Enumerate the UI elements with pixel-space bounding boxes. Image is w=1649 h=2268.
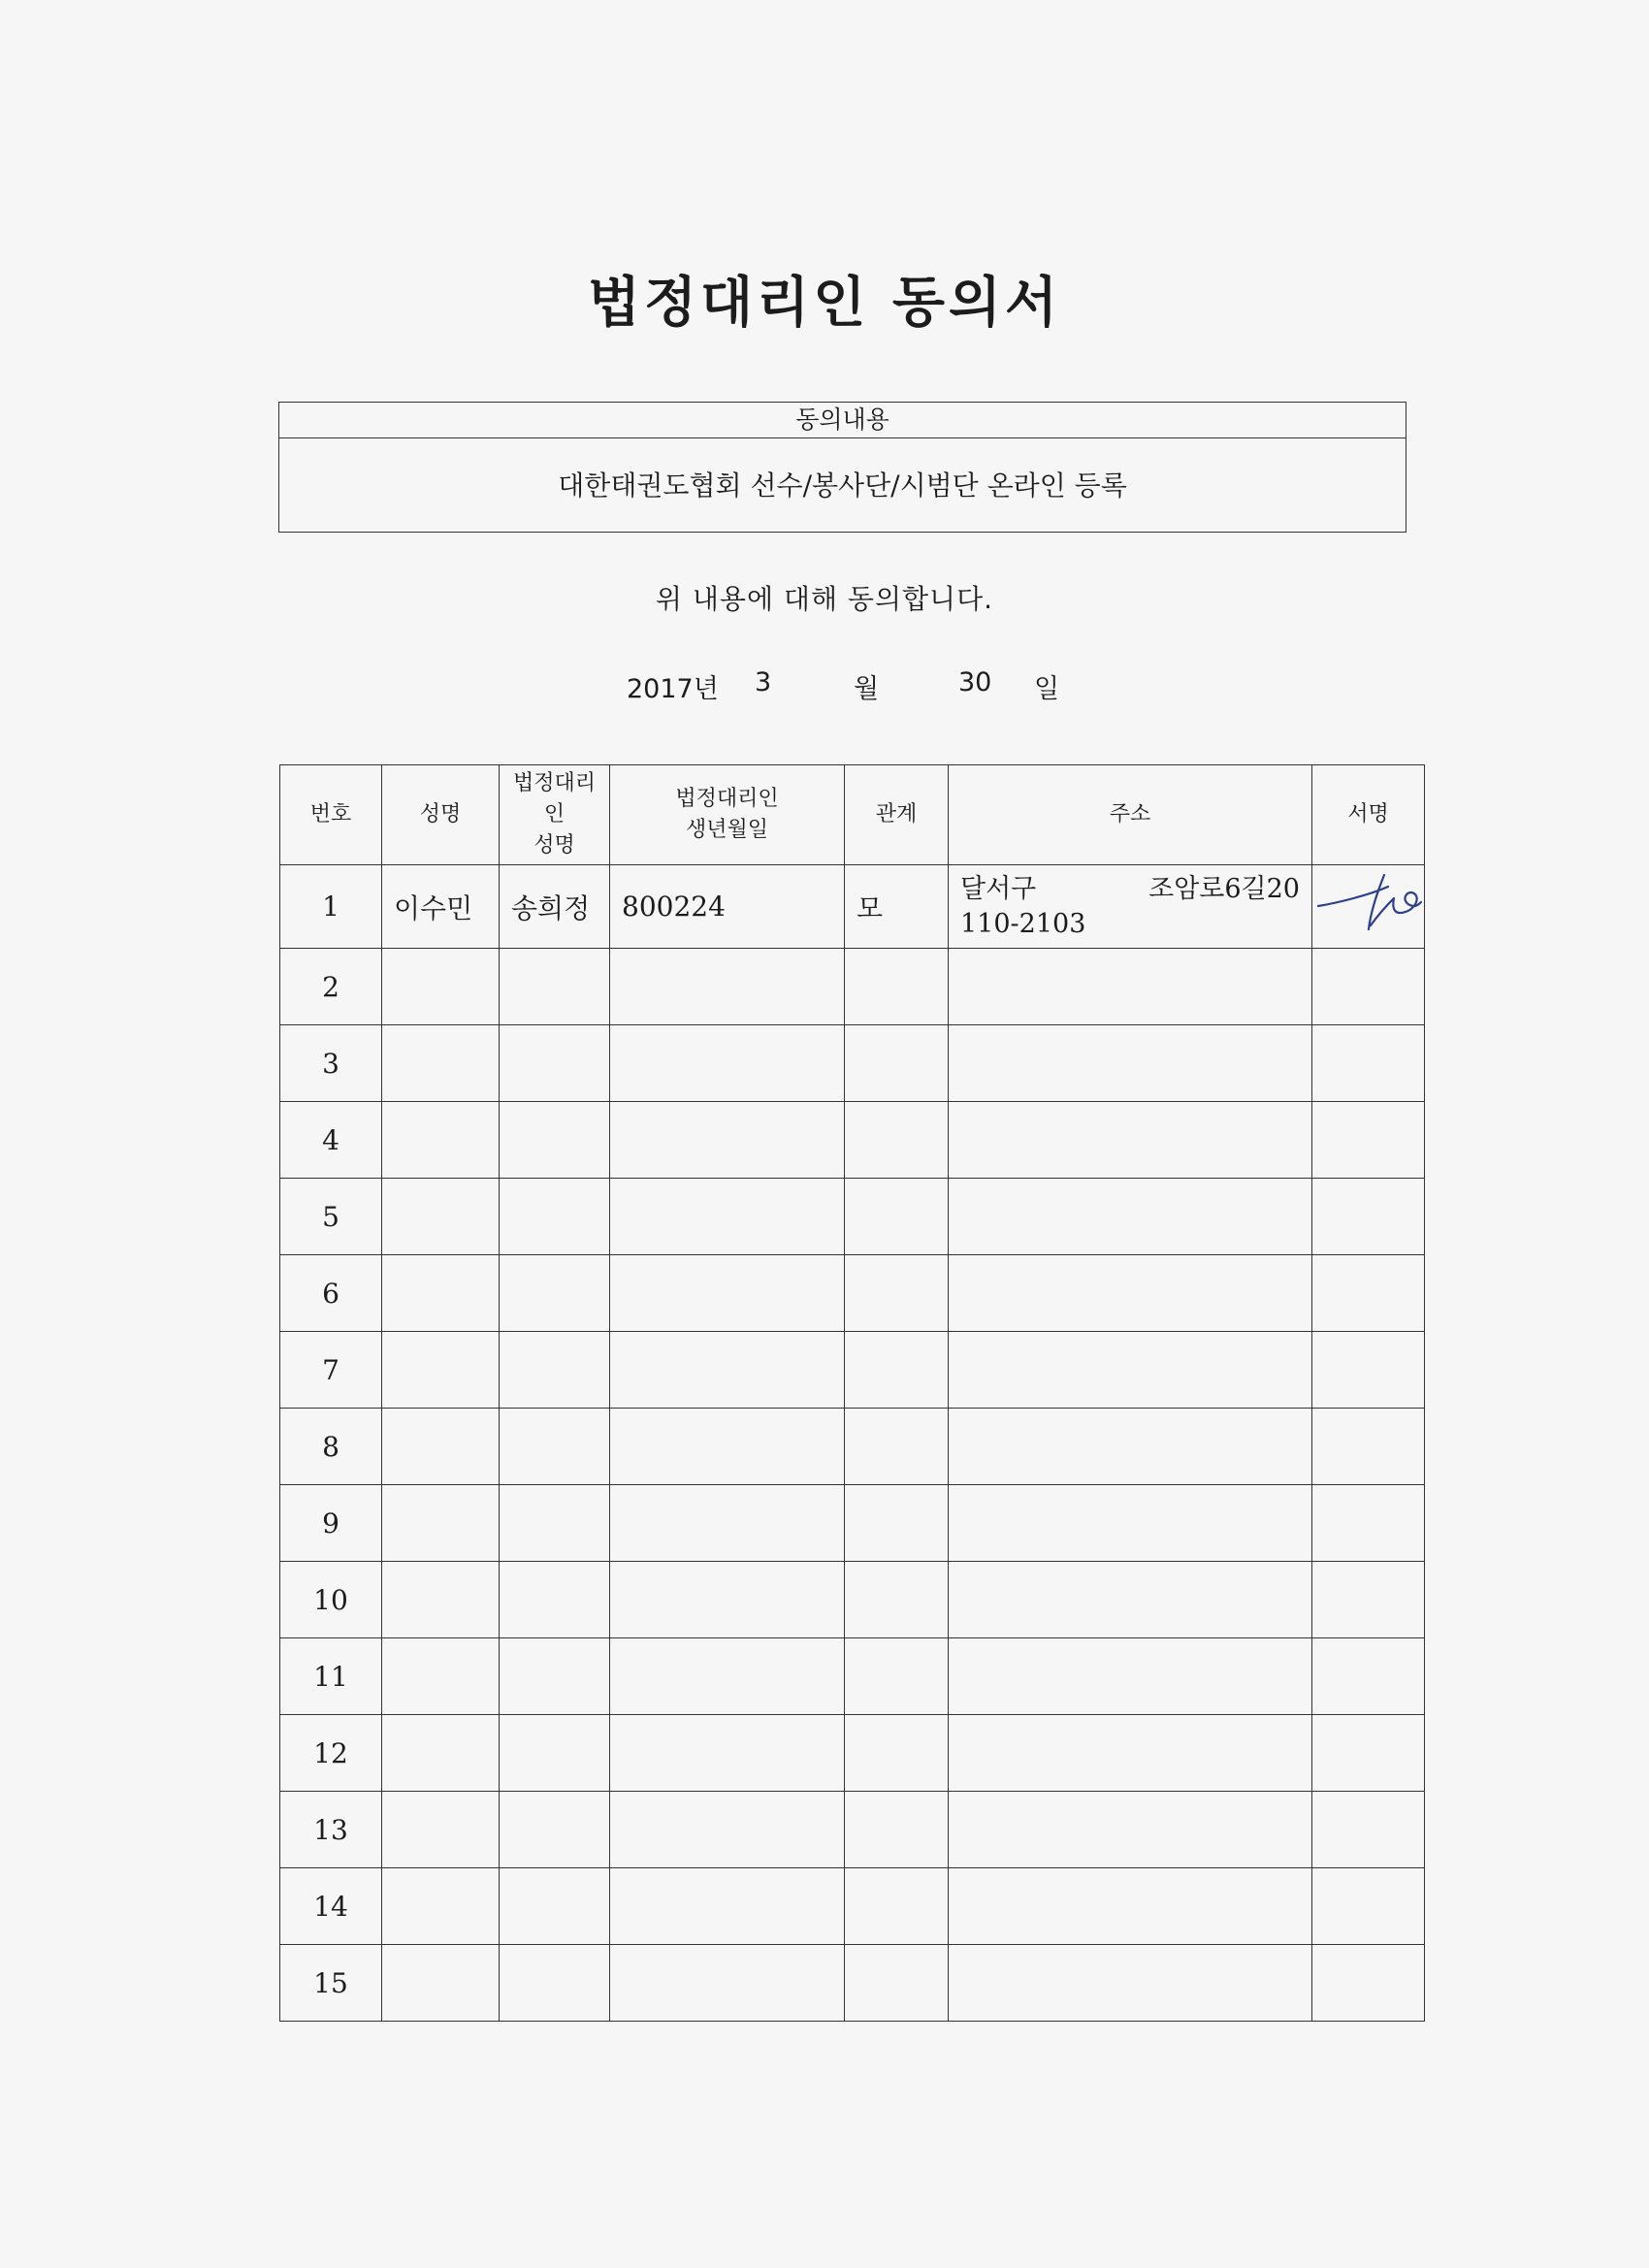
row-signature [1312,865,1425,949]
table-row [280,1332,1425,1409]
agree-statement: 위 내용에 대해 동의합니다. [655,583,994,615]
row-relation: 모 [845,865,949,949]
address-district: 달서구 [960,873,1037,904]
row-number: 7 [280,1332,382,1409]
row-address [949,865,1312,949]
table-row [280,1409,1425,1485]
header-signature: 서명 [1312,765,1425,865]
row-number: 1 [280,865,382,949]
row-name: 이수민 [382,865,500,949]
header-guardian-name-line1: 법정대리 [512,771,596,795]
date-month: 3 [755,667,772,697]
table-row [280,1792,1425,1868]
table-row [280,1179,1425,1255]
table-row [280,1025,1425,1102]
table-row [280,949,1425,1025]
header-guardian-name [500,765,610,865]
row-number: 14 [280,1868,382,1945]
row-number: 8 [280,1409,382,1485]
page-title: 법정대리인 동의서 [587,272,1062,335]
registration-table [279,764,1425,2022]
table-row [280,1562,1425,1638]
handwritten-signature-icon [1312,865,1425,941]
header-guardian-birth-line1: 법정대리인 [675,787,779,811]
row-guardian-birth: 800224 [610,865,845,949]
row-number: 11 [280,1638,382,1715]
consent-box [278,402,1406,533]
table-row [280,1945,1425,2022]
row-number: 13 [280,1792,382,1868]
header-address: 주소 [949,765,1312,865]
table-row [280,865,1425,949]
row-number: 5 [280,1179,382,1255]
date-year: 2017년 [627,674,719,704]
table-row [280,1715,1425,1792]
table-header-row [280,765,1425,865]
row-number: 2 [280,949,382,1025]
header-guardian-birth [610,765,845,865]
row-number: 15 [280,1945,382,2022]
table-row [280,1638,1425,1715]
date-day: 30 [958,667,992,697]
address-street: 조암로6길20 [1148,873,1300,904]
address-unit: 110-2103 [960,908,1086,939]
header-guardian-name-line2: 인 [543,802,566,826]
consent-header: 동의내용 [279,403,1406,438]
consent-body: 대한태권도협회 선수/봉사단/시범단 온라인 등록 [558,470,1127,502]
table-row [280,1102,1425,1179]
row-number: 3 [280,1025,382,1102]
header-guardian-birth-line2: 생년월일 [685,818,768,842]
date-day-unit: 일 [1034,674,1060,704]
date-month-unit: 월 [854,674,880,704]
header-relation: 관계 [845,765,949,865]
header-guardian-name-line3: 성명 [534,833,575,858]
header-name: 성명 [382,765,500,865]
table-row [280,1868,1425,1945]
row-number: 4 [280,1102,382,1179]
row-number: 10 [280,1562,382,1638]
header-no: 번호 [280,765,382,865]
row-guardian-name: 송희정 [500,865,610,949]
row-number: 12 [280,1715,382,1792]
table-row [280,1485,1425,1562]
table-row [280,1255,1425,1332]
row-number: 6 [280,1255,382,1332]
row-number: 9 [280,1485,382,1562]
